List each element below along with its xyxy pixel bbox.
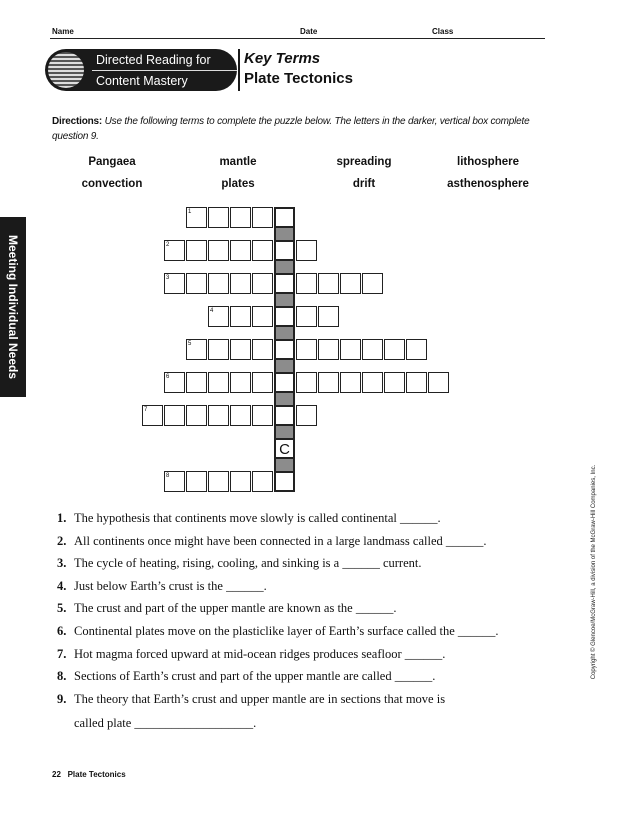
page-number: 22 xyxy=(52,770,61,779)
question-item xyxy=(57,534,487,549)
key-column-cell[interactable] xyxy=(274,471,295,492)
question-text: The crust and part of the upper mantle are known as the ______. xyxy=(74,601,397,615)
question-number: 3. xyxy=(57,556,67,570)
key-column-cell[interactable] xyxy=(274,273,295,294)
crossword-cell[interactable] xyxy=(208,207,229,228)
crossword-cell[interactable] xyxy=(230,471,251,492)
crossword-cell[interactable] xyxy=(362,372,383,393)
clue-number: 4 xyxy=(210,308,214,314)
clue-number: 2 xyxy=(166,242,170,248)
question-text: Hot magma forced upward at mid-ocean ridges produces seafloor ______. xyxy=(74,647,446,661)
crossword-cell[interactable] xyxy=(428,372,449,393)
crossword-cell[interactable] xyxy=(252,240,273,261)
date-label: Date xyxy=(300,27,318,36)
question-item xyxy=(57,647,445,662)
word-bank-term: mantle xyxy=(219,156,257,168)
question-text: Just below Earth’s crust is the ______. xyxy=(74,579,267,593)
globe-logo-icon xyxy=(48,52,84,88)
clue-number: 6 xyxy=(166,374,170,380)
crossword-cell[interactable] xyxy=(318,339,339,360)
crossword-cell[interactable] xyxy=(186,405,207,426)
crossword-cell[interactable] xyxy=(296,372,317,393)
word-bank-term: asthenosphere xyxy=(447,178,529,190)
crossword-cell[interactable] xyxy=(296,240,317,261)
key-column-connector xyxy=(274,327,295,339)
question-number: 7. xyxy=(57,647,67,661)
crossword-cell[interactable] xyxy=(186,372,207,393)
crossword-cell[interactable] xyxy=(230,240,251,261)
copyright-notice: Copyright © Glencoe/McGraw-Hill, a division of the McGraw-Hill Companies, Inc. xyxy=(591,464,597,680)
word-bank-term: convection xyxy=(81,178,143,190)
clue-number: 3 xyxy=(166,275,170,281)
crossword-cell[interactable] xyxy=(230,273,251,294)
key-column-cell[interactable] xyxy=(274,306,295,327)
clue-number: 8 xyxy=(166,473,170,479)
question-item xyxy=(57,579,267,594)
crossword-cell[interactable] xyxy=(340,372,361,393)
page-subtitle: Plate Tectonics xyxy=(244,70,353,87)
banner-divider xyxy=(92,70,237,71)
crossword-cell[interactable] xyxy=(164,405,185,426)
crossword-cell[interactable] xyxy=(208,372,229,393)
question-number: 4. xyxy=(57,579,67,593)
crossword-cell[interactable] xyxy=(384,372,405,393)
clue-number: 1 xyxy=(188,209,192,215)
key-column-connector xyxy=(274,393,295,405)
crossword-cell[interactable] xyxy=(230,207,251,228)
crossword-cell[interactable] xyxy=(252,339,273,360)
crossword-cell[interactable] xyxy=(186,471,207,492)
clue-number: 7 xyxy=(144,407,148,413)
key-column-cell[interactable] xyxy=(274,405,295,426)
crossword-cell[interactable] xyxy=(208,405,229,426)
question-text: Sections of Earth’s crust and part of the upper mantle are called ______. xyxy=(74,669,436,683)
question-number: 9. xyxy=(57,692,67,706)
key-column-connector xyxy=(274,360,295,372)
question-text: The theory that Earth’s crust and upper mantle are in sections that move is xyxy=(74,692,446,706)
crossword-cell[interactable] xyxy=(208,240,229,261)
question-item xyxy=(57,669,435,684)
crossword-cell[interactable] xyxy=(252,207,273,228)
question-item xyxy=(57,601,396,616)
question-text: The cycle of heating, rising, cooling, and sinking is a ______ current. xyxy=(74,556,422,570)
question-text: Continental plates move on the plasticlike layer of Earth’s surface called the ______. xyxy=(74,624,499,638)
page-title: Key Terms xyxy=(244,50,321,67)
banner-line-1: Directed Reading for xyxy=(96,53,211,67)
crossword-cell[interactable] xyxy=(296,273,317,294)
side-tab-label: Meeting Individual Needs xyxy=(6,234,20,380)
crossword-cell[interactable] xyxy=(384,339,405,360)
word-bank-term: drift xyxy=(352,178,376,190)
crossword-cell[interactable] xyxy=(340,273,361,294)
key-column-connector xyxy=(274,459,295,471)
clue-number: 5 xyxy=(188,341,192,347)
question-item xyxy=(57,716,256,731)
crossword-cell[interactable] xyxy=(230,372,251,393)
crossword-cell[interactable] xyxy=(362,273,383,294)
word-bank-term: plates xyxy=(221,178,255,190)
class-label: Class xyxy=(432,27,454,36)
key-column-cell[interactable] xyxy=(274,207,295,228)
crossword-cell[interactable] xyxy=(208,339,229,360)
crossword-cell[interactable] xyxy=(318,306,339,327)
question-item xyxy=(57,624,499,639)
question-number: 5. xyxy=(57,601,67,615)
name-label: Name xyxy=(52,27,74,36)
directions xyxy=(52,114,532,144)
question-text: The hypothesis that continents move slowly is called continental ______. xyxy=(74,511,441,525)
key-column-cell[interactable] xyxy=(274,339,295,360)
key-column-connector xyxy=(274,294,295,306)
crossword-cell[interactable] xyxy=(296,306,317,327)
crossword-cell[interactable] xyxy=(318,273,339,294)
header-rule xyxy=(50,38,545,39)
question-number: 6. xyxy=(57,624,67,638)
footer-section: Plate Tectonics xyxy=(67,770,126,779)
question-number: 8. xyxy=(57,669,67,683)
crossword-cell[interactable] xyxy=(252,405,273,426)
question-text: All continents once might have been connected in a large landmass called ______. xyxy=(74,534,487,548)
crossword-cell[interactable] xyxy=(230,306,251,327)
key-column-connector xyxy=(274,261,295,273)
crossword-cell[interactable] xyxy=(406,339,427,360)
crossword-cell[interactable] xyxy=(208,273,229,294)
question-text: called plate ___________________. xyxy=(74,716,257,730)
given-letter-cell: C xyxy=(274,438,295,459)
question-number: 2. xyxy=(57,534,67,548)
key-column-cell[interactable] xyxy=(274,372,295,393)
crossword-cell[interactable] xyxy=(252,306,273,327)
crossword-cell[interactable] xyxy=(318,372,339,393)
word-bank-term: Pangaea xyxy=(88,156,136,168)
word-bank-term: spreading xyxy=(336,156,392,168)
crossword-cell[interactable] xyxy=(340,339,361,360)
crossword-cell[interactable] xyxy=(208,471,229,492)
word-bank-term: lithosphere xyxy=(457,156,519,168)
crossword-cell[interactable] xyxy=(252,372,273,393)
question-number: 1. xyxy=(57,511,67,525)
crossword-cell[interactable] xyxy=(186,273,207,294)
crossword-cell[interactable] xyxy=(296,405,317,426)
crossword-cell[interactable] xyxy=(362,339,383,360)
title-divider xyxy=(238,49,240,91)
crossword-cell[interactable] xyxy=(230,405,251,426)
page-footer xyxy=(52,770,126,779)
key-column-connector xyxy=(274,228,295,240)
directions-text: Use the following terms to complete the puzzle below. The letters in the darker, vertical box complete question 9. xyxy=(52,116,530,142)
banner-line-2: Content Mastery xyxy=(96,74,188,88)
directions-label: Directions: xyxy=(52,116,103,127)
crossword-cell[interactable] xyxy=(252,273,273,294)
question-item xyxy=(57,511,441,526)
crossword-cell[interactable] xyxy=(406,372,427,393)
question-item xyxy=(57,556,422,571)
key-column-connector xyxy=(274,426,295,438)
key-column-cell[interactable] xyxy=(274,240,295,261)
crossword-cell[interactable] xyxy=(252,471,273,492)
crossword-cell[interactable] xyxy=(186,240,207,261)
question-item xyxy=(57,692,445,707)
crossword-cell[interactable] xyxy=(296,339,317,360)
crossword-cell[interactable] xyxy=(230,339,251,360)
